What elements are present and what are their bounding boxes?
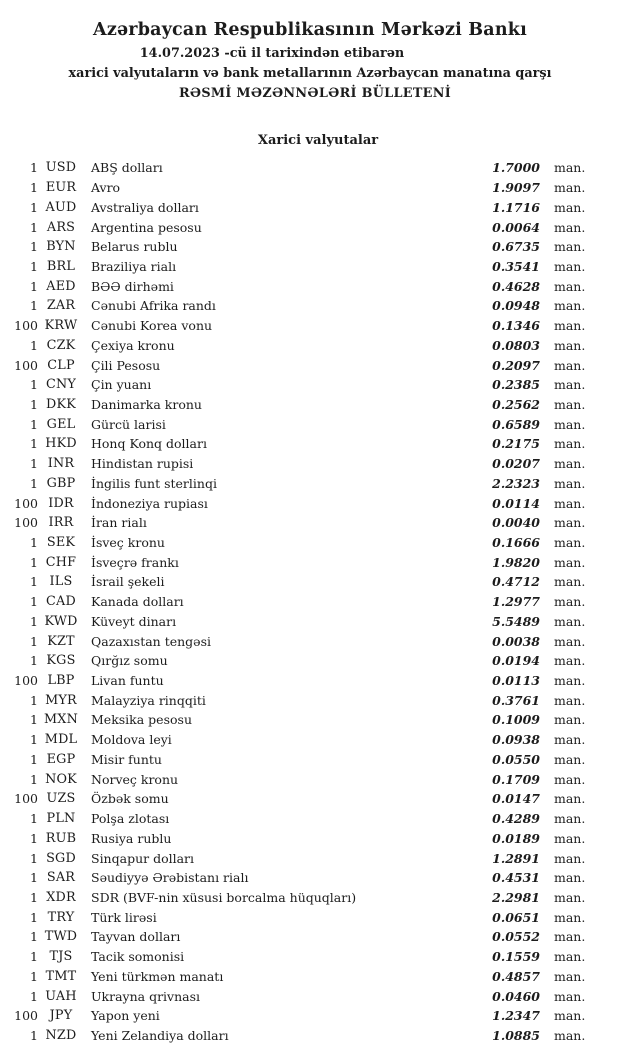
table-row — [0, 789, 620, 809]
currency-name: Tacik somonisi — [91, 949, 185, 965]
currency-name: Türk lirəsi — [91, 909, 157, 925]
unit-label: man. — [554, 830, 586, 846]
currency-quantity: 1 — [30, 988, 38, 1004]
unit-label: man. — [554, 199, 586, 215]
table-row — [0, 690, 620, 710]
unit-label: man. — [554, 929, 586, 945]
currency-code: AED — [46, 278, 76, 294]
currency-name: Braziliya rialı — [91, 258, 177, 274]
currency-name: Cənubi Afrika randı — [91, 298, 216, 314]
currency-quantity: 1 — [30, 574, 38, 590]
currency-code: NZD — [45, 1027, 77, 1043]
currency-name: BƏƏ dirhəmi — [91, 278, 174, 294]
table-row — [0, 316, 620, 336]
table-row — [0, 868, 620, 888]
table-row — [0, 197, 620, 217]
rate-value: 0.0550 — [492, 751, 540, 767]
currency-code: XDR — [46, 889, 76, 905]
currency-quantity: 1 — [30, 298, 38, 314]
currency-quantity: 1 — [30, 633, 38, 649]
table-row — [0, 454, 620, 474]
currency-name: Avstraliya dolları — [91, 199, 199, 215]
currency-quantity: 1 — [30, 278, 38, 294]
table-row — [0, 769, 620, 789]
currency-name: Gürcü larisi — [91, 416, 166, 432]
currency-name: SDR (BVF-nin xüsusi borcalma hüquqları) — [91, 889, 357, 905]
currency-code: KWD — [44, 613, 78, 629]
rate-value: 0.0064 — [492, 219, 540, 235]
currency-code: KRW — [44, 318, 78, 334]
currency-quantity: 100 — [14, 495, 38, 511]
unit-label: man. — [554, 416, 586, 432]
rate-value: 0.0948 — [492, 298, 540, 314]
rate-value: 0.4712 — [492, 574, 540, 590]
bulletin-subtitle: xarici valyutaların və bank metallarının Azərbaycan manatına qarşı — [68, 65, 552, 81]
currency-name: İsveç kronu — [91, 535, 165, 551]
currency-code: UZS — [46, 791, 76, 807]
table-row — [0, 671, 620, 691]
unit-label: man. — [554, 673, 586, 689]
currency-code: USD — [45, 160, 77, 176]
currency-name: Kanada dolları — [91, 594, 184, 610]
currency-quantity: 1 — [30, 258, 38, 274]
currency-name: Özbək somu — [91, 791, 169, 807]
table-row — [0, 592, 620, 612]
rate-value: 0.2385 — [492, 377, 540, 393]
currency-name: Hindistan rupisi — [91, 456, 194, 472]
currency-code: ZAR — [46, 298, 76, 314]
unit-label: man. — [554, 791, 586, 807]
table-row — [0, 355, 620, 375]
currency-quantity: 1 — [30, 909, 38, 925]
table-row — [0, 947, 620, 967]
currency-name: Tayvan dolları — [91, 929, 181, 945]
currency-quantity: 1 — [30, 475, 38, 491]
currency-code: TMT — [45, 968, 77, 984]
unit-label: man. — [554, 535, 586, 551]
currency-quantity: 1 — [30, 160, 38, 176]
unit-label: man. — [554, 219, 586, 235]
table-row — [0, 375, 620, 395]
rate-value: 0.1009 — [492, 712, 540, 728]
unit-label: man. — [554, 475, 586, 491]
table-row — [0, 1026, 620, 1046]
rate-value: 0.0194 — [492, 653, 540, 669]
currency-name: Norveç kronu — [91, 771, 179, 787]
unit-label: man. — [554, 574, 586, 590]
rate-value: 0.0113 — [492, 673, 540, 689]
currency-quantity: 1 — [30, 751, 38, 767]
currency-code: IRR — [48, 515, 74, 531]
table-row — [0, 710, 620, 730]
unit-label: man. — [554, 692, 586, 708]
currency-quantity: 1 — [30, 396, 38, 412]
currency-code: TRY — [47, 909, 75, 925]
currency-code: SAR — [46, 870, 76, 886]
table-row — [0, 533, 620, 553]
unit-label: man. — [554, 239, 586, 255]
currency-code: SEK — [46, 535, 76, 551]
currency-code: ILS — [49, 574, 73, 590]
currency-quantity: 1 — [30, 929, 38, 945]
unit-label: man. — [554, 949, 586, 965]
currency-code: BYN — [46, 239, 76, 255]
unit-label: man. — [554, 909, 586, 925]
currency-code: GEL — [46, 416, 76, 432]
currency-quantity: 1 — [30, 239, 38, 255]
rate-value: 0.0207 — [492, 456, 540, 472]
table-row — [0, 651, 620, 671]
rate-value: 1.2977 — [492, 594, 540, 610]
rate-value: 0.6735 — [492, 239, 540, 255]
unit-label: man. — [554, 180, 586, 196]
currency-name: Danimarka kronu — [91, 396, 202, 412]
unit-label: man. — [554, 870, 586, 886]
currency-name: Yapon yeni — [91, 1008, 160, 1024]
table-row — [0, 276, 620, 296]
unit-label: man. — [554, 396, 586, 412]
currency-name: Çili Pesosu — [91, 357, 161, 373]
section-title-foreign-currencies: Xarici valyutalar — [257, 133, 379, 149]
currency-code: PLN — [46, 811, 76, 827]
currency-name: Cənubi Korea vonu — [91, 318, 213, 334]
table-row — [0, 848, 620, 868]
table-row — [0, 750, 620, 770]
currency-code: KZT — [47, 633, 75, 649]
currency-name: Malayziya rinqqiti — [91, 692, 206, 708]
rate-value: 1.2891 — [492, 850, 540, 866]
currency-code: NOK — [45, 771, 77, 787]
currency-quantity: 100 — [14, 1008, 38, 1024]
currency-code: IDR — [48, 495, 74, 511]
table-row — [0, 986, 620, 1006]
unit-label: man. — [554, 515, 586, 531]
table-row — [0, 493, 620, 513]
table-row — [0, 296, 620, 316]
currency-quantity: 1 — [30, 337, 38, 353]
currency-code: TJS — [49, 949, 73, 965]
unit-label: man. — [554, 456, 586, 472]
currency-code: GBP — [46, 475, 76, 491]
currency-quantity: 1 — [30, 949, 38, 965]
currency-name: Yeni Zelandiya dolları — [91, 1027, 229, 1043]
table-row — [0, 552, 620, 572]
currency-code: CAD — [46, 594, 76, 610]
rate-value: 0.4628 — [492, 278, 540, 294]
effective-date-line: 14.07.2023 -cü il tarixindən etibarən — [139, 46, 405, 62]
currency-name: Belarus rublu — [91, 239, 178, 255]
currency-code: MDL — [44, 732, 78, 748]
currency-name: Çin yuanı — [91, 377, 152, 393]
table-row — [0, 612, 620, 632]
rate-value: 0.2097 — [492, 357, 540, 373]
currency-quantity: 1 — [30, 771, 38, 787]
unit-label: man. — [554, 495, 586, 511]
rate-value: 0.0803 — [492, 337, 540, 353]
unit-label: man. — [554, 988, 586, 1004]
currency-name: İsrail şekeli — [91, 574, 165, 590]
currency-quantity: 1 — [30, 830, 38, 846]
currency-name: İran rialı — [91, 515, 147, 531]
currency-quantity: 1 — [30, 732, 38, 748]
table-row — [0, 513, 620, 533]
currency-name: İngilis funt sterlinqi — [91, 475, 217, 491]
unit-label: man. — [554, 968, 586, 984]
currency-code: CHF — [45, 554, 77, 570]
currency-code: TWD — [44, 929, 78, 945]
rate-value: 0.0552 — [492, 929, 540, 945]
unit-label: man. — [554, 594, 586, 610]
currency-name: Qırğız somu — [91, 653, 168, 669]
table-row — [0, 888, 620, 908]
currency-code: LBP — [47, 673, 75, 689]
currency-quantity: 1 — [30, 692, 38, 708]
rate-value: 0.1666 — [492, 535, 540, 551]
rate-value: 0.2562 — [492, 396, 540, 412]
currency-code: EGP — [46, 751, 76, 767]
rate-value: 0.4531 — [492, 870, 540, 886]
currency-quantity: 1 — [30, 1027, 38, 1043]
rate-value: 2.2323 — [492, 475, 540, 491]
table-row — [0, 828, 620, 848]
table-row — [0, 335, 620, 355]
currency-quantity: 1 — [30, 811, 38, 827]
table-row — [0, 237, 620, 257]
table-row — [0, 178, 620, 198]
currency-quantity: 1 — [30, 436, 38, 452]
currency-code: ARS — [46, 219, 76, 235]
currency-quantity: 1 — [30, 653, 38, 669]
unit-label: man. — [554, 337, 586, 353]
unit-label: man. — [554, 160, 586, 176]
currency-name: Yeni türkmən manatı — [91, 968, 224, 984]
rate-value: 0.0040 — [492, 515, 540, 531]
unit-label: man. — [554, 1027, 586, 1043]
currency-quantity: 100 — [14, 791, 38, 807]
currency-name: Honq Konq dolları — [91, 436, 207, 452]
table-row — [0, 217, 620, 237]
currency-code: HKD — [45, 436, 77, 452]
currency-quantity: 1 — [30, 377, 38, 393]
currency-quantity: 100 — [14, 673, 38, 689]
currency-name: İndoneziya rupiası — [91, 495, 208, 511]
rate-value: 1.1716 — [492, 199, 540, 215]
currency-code: MXN — [43, 712, 78, 728]
unit-label: man. — [554, 633, 586, 649]
unit-label: man. — [554, 436, 586, 452]
rate-value: 1.2347 — [492, 1008, 540, 1024]
rate-value: 1.7000 — [492, 160, 540, 176]
currency-quantity: 100 — [14, 318, 38, 334]
table-row — [0, 966, 620, 986]
rate-value: 1.9820 — [492, 554, 540, 570]
currency-quantity: 1 — [30, 850, 38, 866]
currency-code: CZK — [46, 337, 76, 353]
currency-code: AUD — [45, 199, 77, 215]
rate-value: 5.5489 — [492, 613, 540, 629]
currency-code: UAH — [45, 988, 77, 1004]
currency-name: Meksika pesosu — [91, 712, 192, 728]
unit-label: man. — [554, 1008, 586, 1024]
unit-label: man. — [554, 653, 586, 669]
currency-code: SGD — [46, 850, 76, 866]
unit-label: man. — [554, 318, 586, 334]
currency-code: EUR — [45, 180, 77, 196]
currency-quantity: 1 — [30, 968, 38, 984]
currency-quantity: 1 — [30, 199, 38, 215]
currency-code: JPY — [49, 1008, 73, 1024]
table-row — [0, 414, 620, 434]
table-row — [0, 730, 620, 750]
table-row — [0, 1006, 620, 1026]
unit-label: man. — [554, 850, 586, 866]
rate-value: 0.4289 — [492, 811, 540, 827]
currency-name: Rusiya rublu — [91, 830, 172, 846]
currency-name: Livan funtu — [91, 673, 164, 689]
table-row — [0, 927, 620, 947]
currency-name: Səudiyyə Ərəbistanı rialı — [91, 870, 249, 886]
unit-label: man. — [554, 278, 586, 294]
currency-quantity: 1 — [30, 456, 38, 472]
currency-name: Çexiya kronu — [91, 337, 175, 353]
table-row — [0, 257, 620, 277]
currency-quantity: 1 — [30, 416, 38, 432]
rate-value: 0.1559 — [492, 949, 540, 965]
currency-name: Argentina pesosu — [91, 219, 202, 235]
currency-code: CLP — [47, 357, 75, 373]
rate-value: 0.0189 — [492, 830, 540, 846]
rate-value: 1.0885 — [492, 1027, 540, 1043]
unit-label: man. — [554, 554, 586, 570]
unit-label: man. — [554, 732, 586, 748]
bulletin-title: RƏSMİ MƏZƏNNƏLƏRİ BÜLLETENİ — [179, 85, 451, 101]
table-row — [0, 907, 620, 927]
currency-quantity: 1 — [30, 180, 38, 196]
currency-quantity: 1 — [30, 870, 38, 886]
rate-value: 0.0460 — [492, 988, 540, 1004]
currency-name: Sinqapur dolları — [91, 850, 195, 866]
unit-label: man. — [554, 811, 586, 827]
currency-name: Avro — [91, 180, 121, 196]
currency-quantity: 1 — [30, 712, 38, 728]
currency-code: BRL — [46, 258, 76, 274]
unit-label: man. — [554, 889, 586, 905]
currency-code: DKK — [46, 396, 76, 412]
currency-quantity: 1 — [30, 219, 38, 235]
currency-quantity: 100 — [14, 357, 38, 373]
rate-value: 0.1709 — [492, 771, 540, 787]
unit-label: man. — [554, 771, 586, 787]
currency-quantity: 100 — [14, 515, 38, 531]
unit-label: man. — [554, 613, 586, 629]
currency-quantity: 1 — [30, 535, 38, 551]
rate-value: 0.4857 — [492, 968, 540, 984]
exchange-rates-table — [0, 158, 620, 1045]
rate-value: 0.0147 — [492, 791, 540, 807]
unit-label: man. — [554, 751, 586, 767]
unit-label: man. — [554, 712, 586, 728]
rate-value: 0.3761 — [492, 692, 540, 708]
rate-value: 2.2981 — [492, 889, 540, 905]
currency-name: Misir funtu — [91, 751, 162, 767]
currency-name: Polşa zlotası — [91, 811, 170, 827]
rate-value: 0.3541 — [492, 258, 540, 274]
currency-code: RUB — [45, 830, 77, 846]
currency-quantity: 1 — [30, 594, 38, 610]
currency-name: Moldova leyi — [91, 732, 172, 748]
currency-quantity: 1 — [30, 889, 38, 905]
unit-label: man. — [554, 298, 586, 314]
currency-name: Ukrayna qrivnası — [91, 988, 201, 1004]
currency-quantity: 1 — [30, 613, 38, 629]
currency-name: Qazaxıstan tengəsi — [91, 633, 211, 649]
bank-title: Azərbaycan Respublikasının Mərkəzi Bankı — [93, 20, 527, 40]
table-row — [0, 631, 620, 651]
unit-label: man. — [554, 377, 586, 393]
currency-code: KGS — [46, 653, 76, 669]
currency-code: CNY — [45, 377, 77, 393]
table-row — [0, 474, 620, 494]
table-row — [0, 809, 620, 829]
currency-name: İsveçrə frankı — [91, 554, 179, 570]
currency-name: Küveyt dinarı — [91, 613, 177, 629]
currency-quantity: 1 — [30, 554, 38, 570]
table-row — [0, 572, 620, 592]
rate-value: 0.2175 — [492, 436, 540, 452]
rate-value: 0.0651 — [492, 909, 540, 925]
rate-value: 0.0938 — [492, 732, 540, 748]
rate-value: 1.9097 — [492, 180, 540, 196]
rate-value: 0.0114 — [492, 495, 540, 511]
unit-label: man. — [554, 357, 586, 373]
currency-code: MYR — [45, 692, 77, 708]
currency-name: ABŞ dolları — [91, 160, 163, 176]
rate-value: 0.1346 — [492, 318, 540, 334]
unit-label: man. — [554, 258, 586, 274]
table-row — [0, 434, 620, 454]
table-row — [0, 395, 620, 415]
table-row — [0, 158, 620, 178]
rate-value: 0.6589 — [492, 416, 540, 432]
currency-code: INR — [47, 456, 75, 472]
rate-value: 0.0038 — [492, 633, 540, 649]
